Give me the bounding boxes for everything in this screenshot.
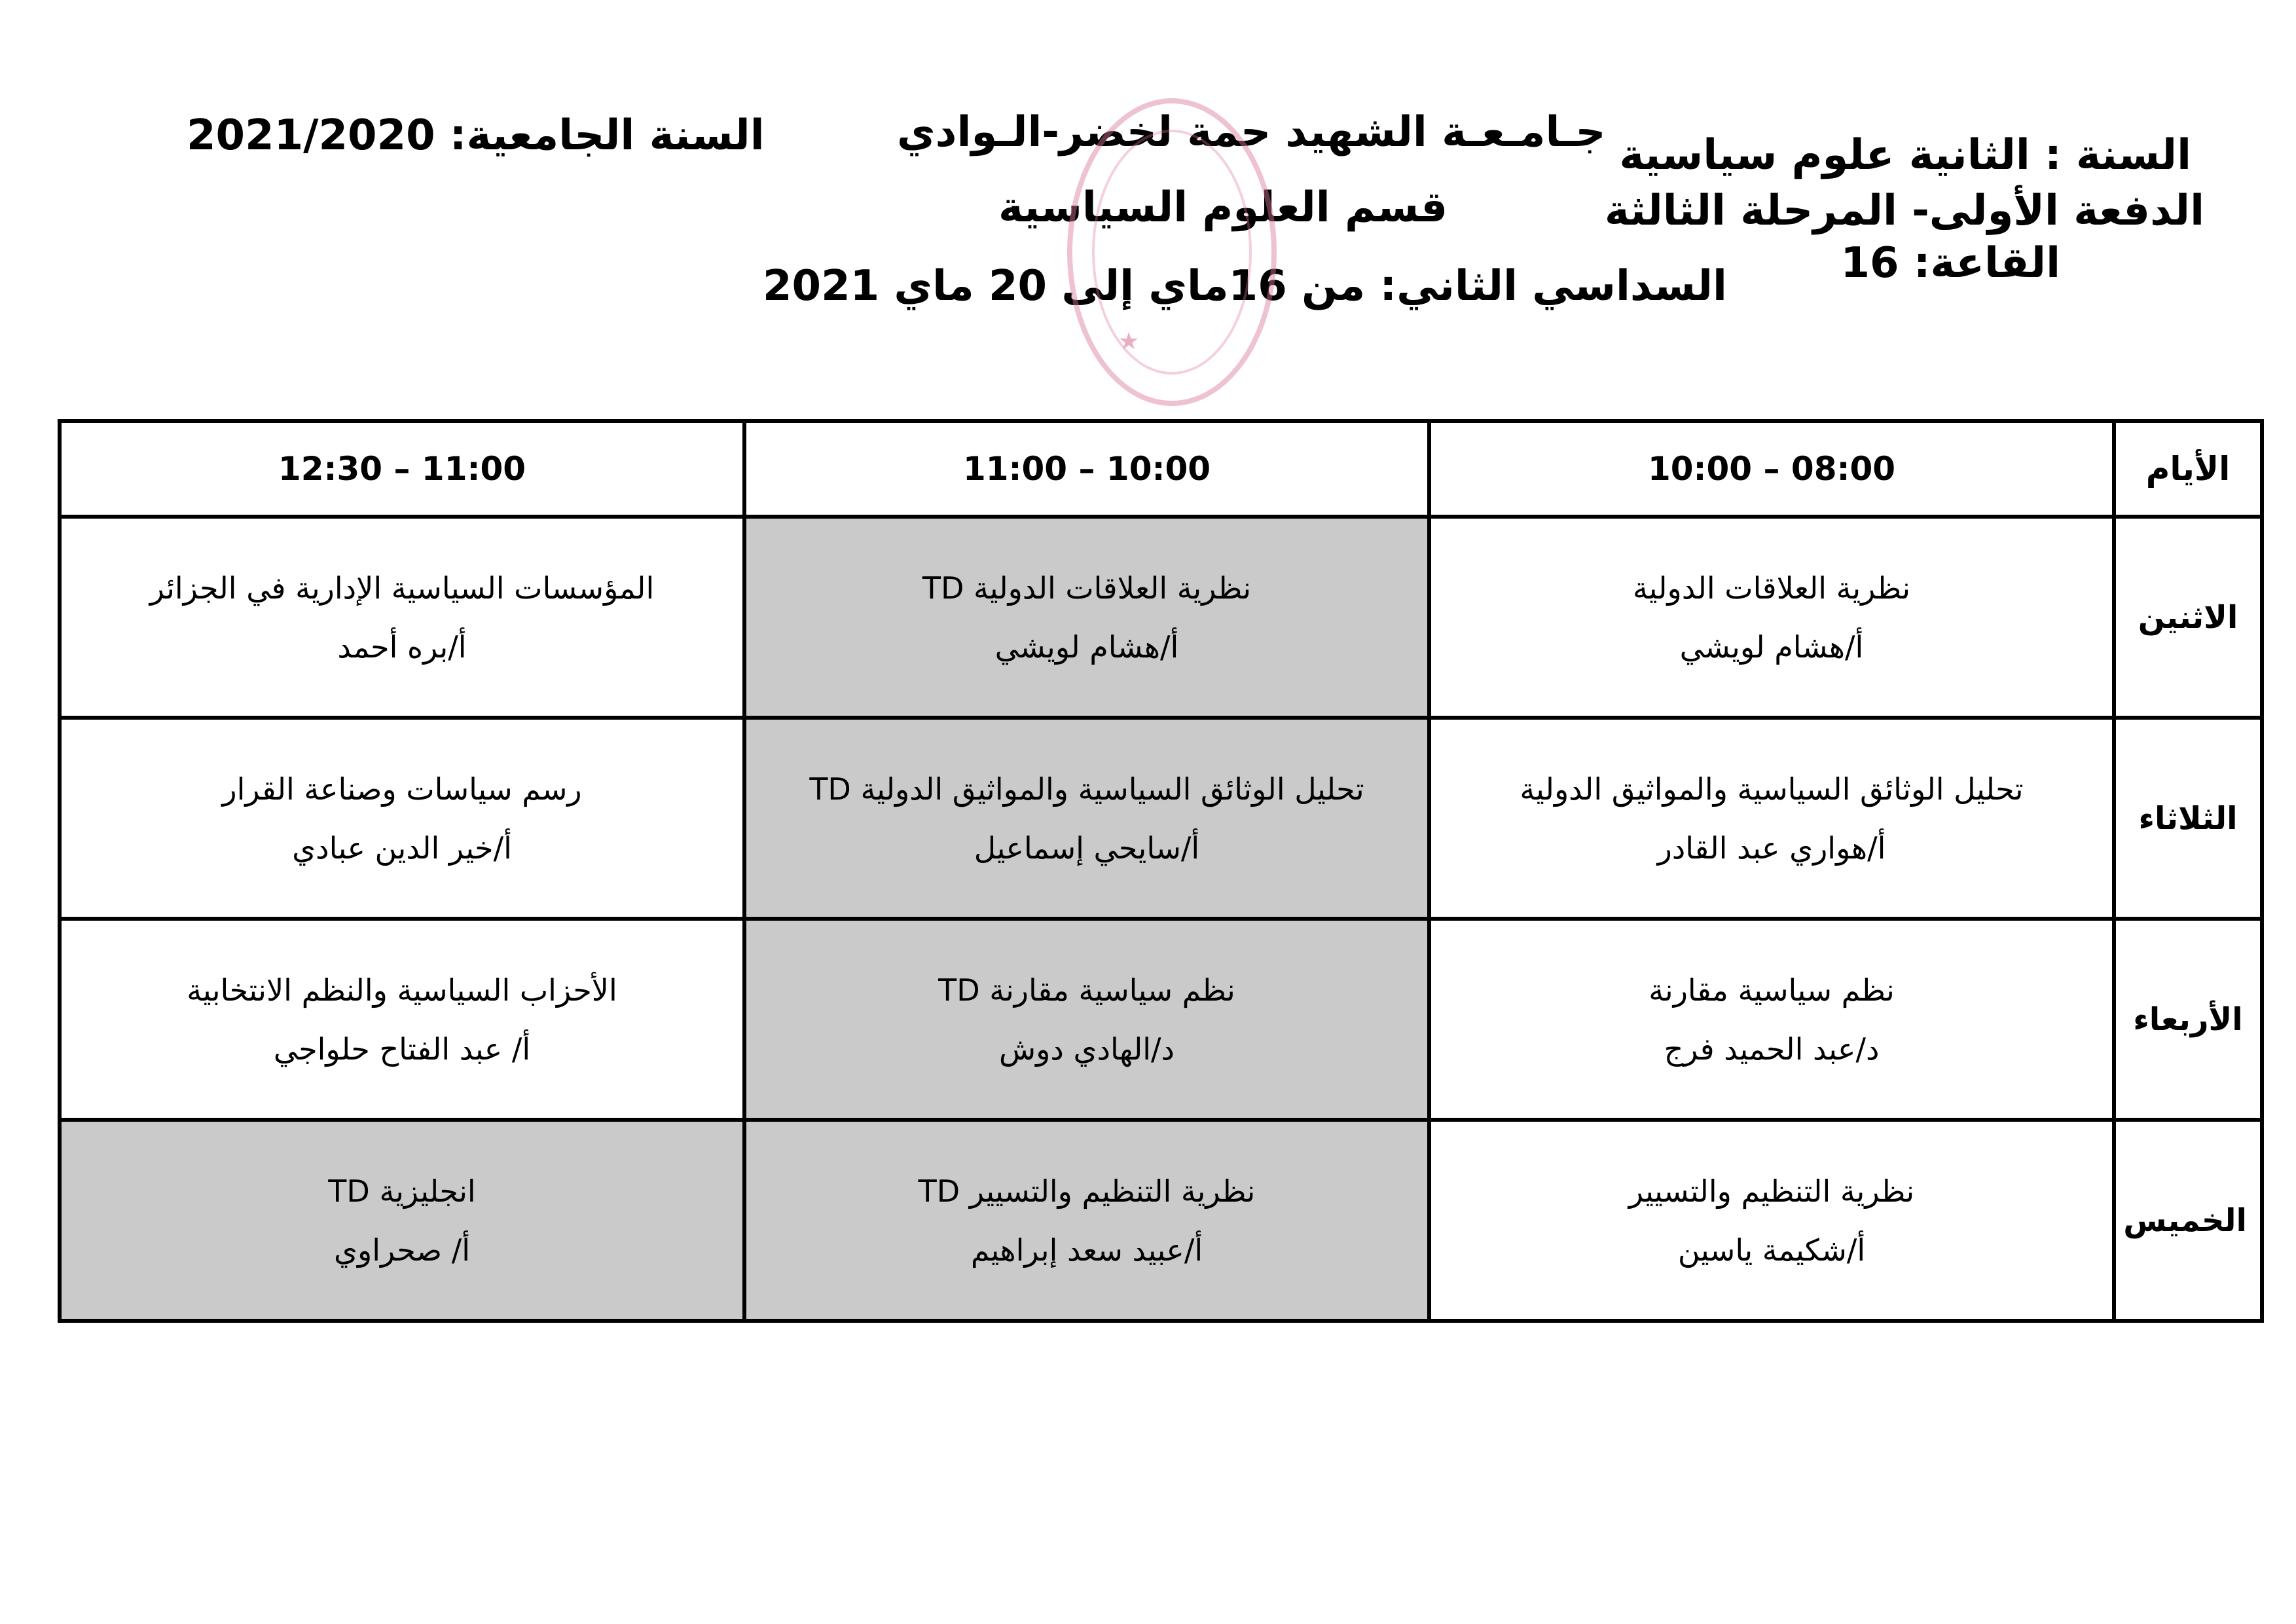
session-subject: نظرية العلاقات الدولية TD [922,570,1252,606]
session-teacher: أ/ صحراوي [333,1232,471,1268]
session-teacher: أ/هشام لويشي [1679,629,1864,665]
session-cell-td [60,1120,744,1321]
time-slot-2: 11:00 – 10:00 [744,421,1429,517]
session-subject: الأحزاب السياسية والنظم الانتخابية [187,972,617,1008]
session-subject: رسم سياسات وصناعة القرار [222,771,582,807]
day-wednesday: الأربعاء [2114,919,2262,1120]
session-teacher: أ/عبيد سعد إبراهيم [970,1232,1203,1268]
university-name: جـامـعـة الشهيد حمة لخضر-الـوادي [897,108,1606,157]
room-number: القاعة: 16 [1840,239,2060,287]
stamp-star-icon: ★ [1118,328,1140,355]
session-subject: تحليل الوثائق السياسية والمواثيق الدولية [1520,771,2024,807]
session-subject: نظرية التنظيم والتسيير [1628,1173,1915,1209]
schedule-period: السداسي الثاني: من 16ماي إلى 20 ماي 2021 [763,262,1727,310]
session-subject: نظم سياسية مقارنة TD [938,972,1235,1008]
timetable-row-tuesday [60,718,2262,919]
study-year: السنة : الثانية علوم سياسية [1619,131,2191,179]
timetable-row-thursday [60,1120,2262,1321]
session-teacher: أ/سايحي إسماعيل [974,830,1200,866]
cohort-stage: الدفعة الأولى- المرحلة الثالثة [1604,187,2204,235]
day-thursday: الخميس [2114,1120,2262,1321]
session-subject: انجليزية TD [328,1173,476,1209]
session-teacher: د/عبد الحميد فرج [1664,1031,1880,1067]
session-teacher: أ/ عبد الفتاح حلواجي [273,1031,531,1067]
timetable [58,419,2264,1323]
session-cell-td [744,1120,1429,1321]
stamp-inner-ring [1092,130,1252,375]
session-subject: نظم سياسية مقارنة [1649,972,1895,1008]
day-monday: الاثنين [2114,517,2262,718]
session-cell-td [744,718,1429,919]
session-cell [1429,1120,2114,1321]
academic-year-label: السنة الجامعية: [449,111,765,160]
days-header: الأيام [2114,421,2262,517]
session-cell [60,718,744,919]
session-cell [1429,718,2114,919]
department-name: قسم العلوم السياسية [998,183,1448,232]
session-cell [60,919,744,1120]
academic-year [187,111,765,160]
session-teacher: أ/هواري عبد القادر [1657,830,1886,866]
session-cell-td [744,919,1429,1120]
session-teacher: د/الهادي دوش [999,1031,1175,1067]
day-tuesday: الثلاثاء [2114,718,2262,919]
session-subject: نظرية العلاقات الدولية [1632,570,1911,606]
session-teacher: أ/شكيمة ياسين [1677,1232,1866,1268]
timetable-row-monday [60,517,2262,718]
session-cell [1429,517,2114,718]
session-teacher: أ/خير الدين عبادي [292,830,512,866]
session-subject: المؤسسات السياسية الإدارية في الجزائر [149,570,655,606]
timetable-row-wednesday [60,919,2262,1120]
timetable-header-row [60,421,2262,517]
session-subject: تحليل الوثائق السياسية والمواثيق الدولية TD [809,771,1364,807]
academic-year-value: 2021/2020 [187,111,435,160]
session-teacher: أ/هشام لويشي [994,629,1179,665]
session-cell [1429,919,2114,1120]
session-subject: نظرية التنظيم والتسيير TD [918,1173,1256,1209]
time-slot-1: 10:00 – 08:00 [1429,421,2114,517]
session-cell [60,517,744,718]
stamp-seal [1067,98,1277,406]
time-slot-3: 12:30 – 11:00 [60,421,744,517]
session-teacher: أ/بره أحمد [337,629,467,665]
session-cell-td [744,517,1429,718]
